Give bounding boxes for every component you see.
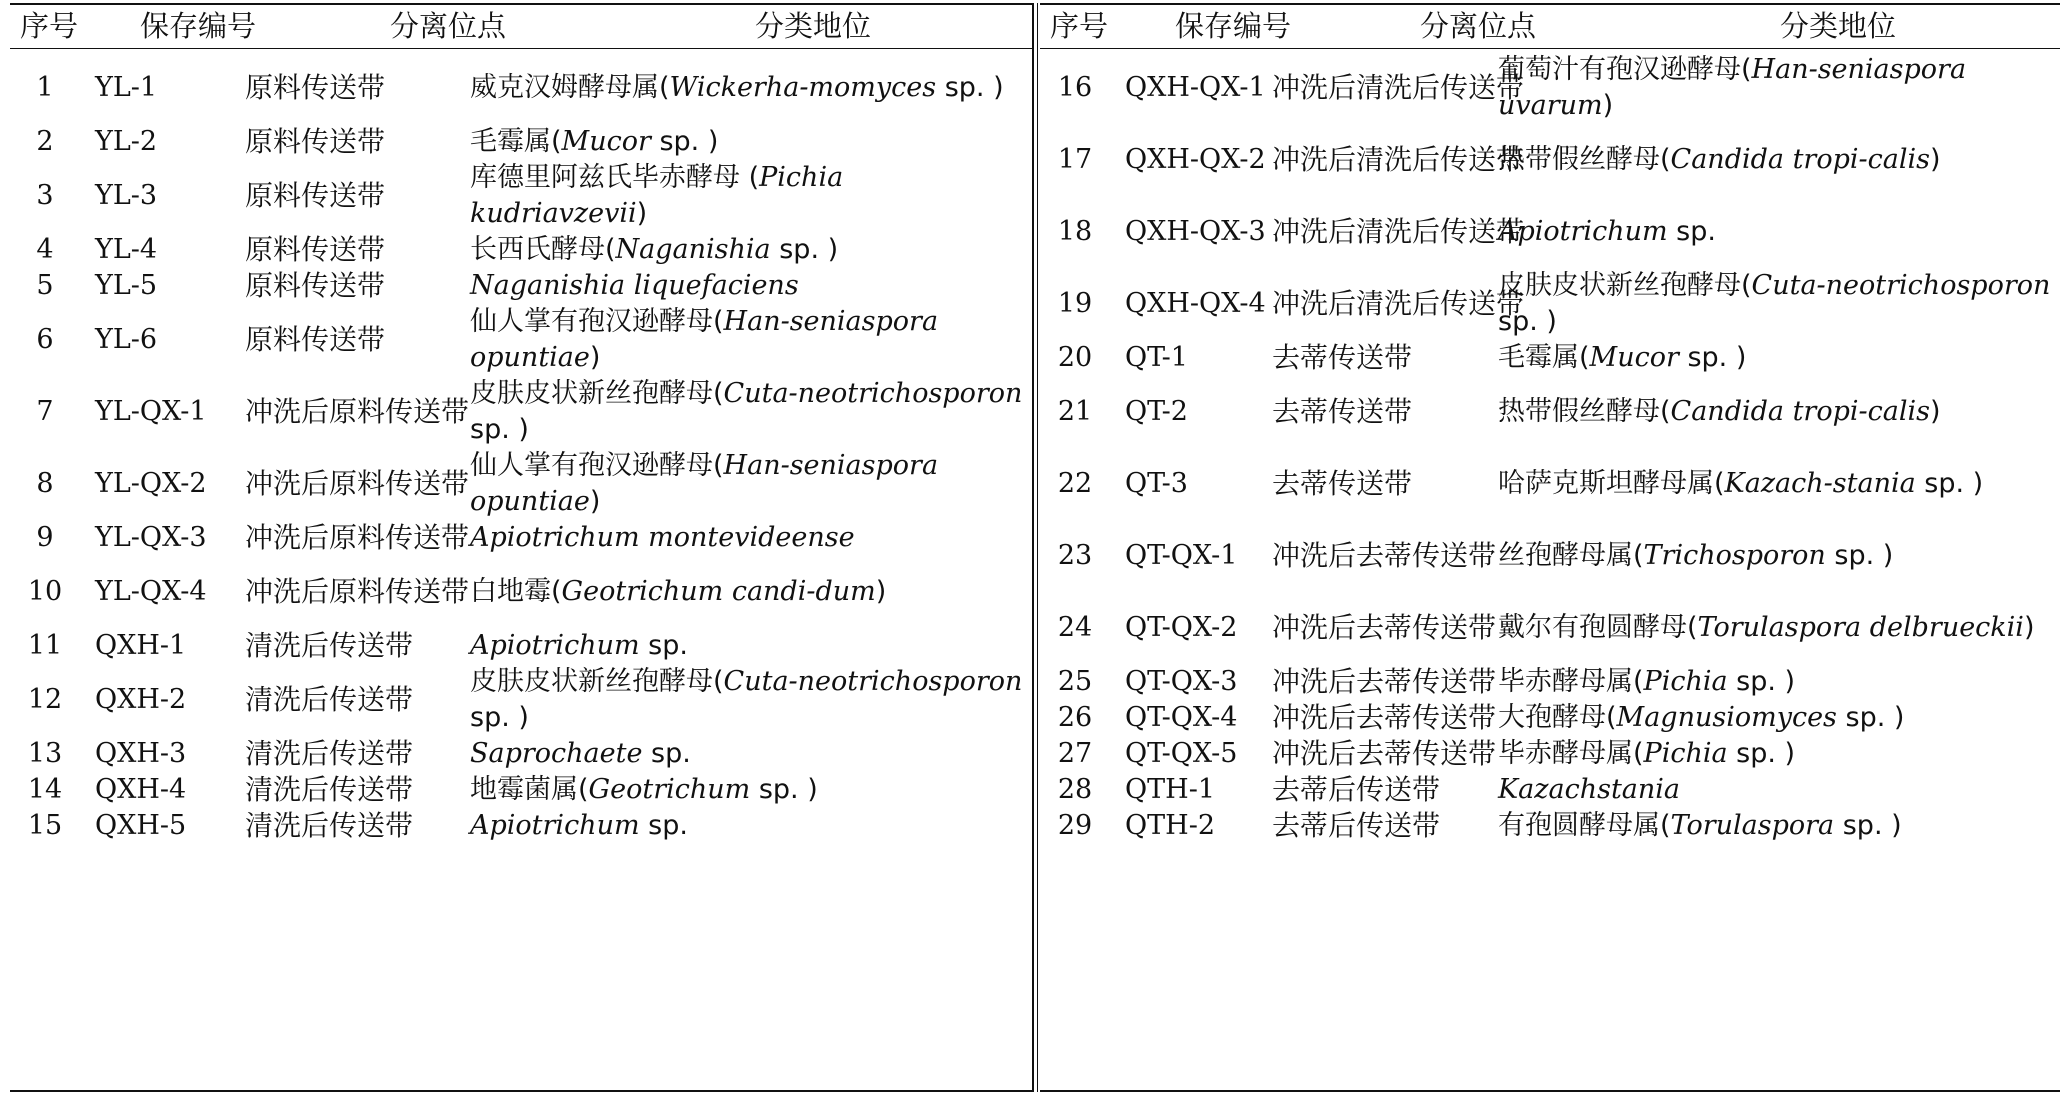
taxon-suffix: ) bbox=[636, 198, 648, 229]
cell-no: 23 bbox=[1057, 540, 1093, 571]
taxon-suffix: sp. ) bbox=[1825, 540, 1894, 571]
cell-site: 原料传送带 bbox=[245, 71, 386, 104]
cell-site: 去蒂传送带 bbox=[1272, 395, 1413, 428]
cell-id: QXH-QX-4 bbox=[1125, 288, 1266, 319]
cell-site: 去蒂传送带 bbox=[1272, 341, 1413, 374]
cell-no: 13 bbox=[27, 738, 63, 769]
cell-id: YL-3 bbox=[95, 180, 158, 211]
taxon-chinese: 毛霉属( bbox=[1498, 342, 1590, 373]
taxon-latin: Apiotrichum bbox=[470, 810, 640, 841]
table-row bbox=[1040, 592, 2060, 664]
cell-id: YL-5 bbox=[95, 270, 158, 301]
taxon-chinese: 白地霉( bbox=[470, 576, 562, 607]
table-row bbox=[10, 736, 1032, 772]
cell-no: 14 bbox=[27, 774, 63, 805]
cell-id: QXH-2 bbox=[95, 684, 187, 715]
cell-no: 6 bbox=[36, 324, 54, 355]
taxon-chinese: 毛霉属( bbox=[470, 126, 562, 157]
cell-site: 冲洗后原料传送带 bbox=[245, 575, 470, 608]
cell-no: 16 bbox=[1057, 72, 1093, 103]
cell-no: 25 bbox=[1057, 666, 1093, 697]
taxon-chinese: 哈萨克斯坦酵母属( bbox=[1498, 468, 1725, 499]
cell-no: 22 bbox=[1057, 468, 1093, 499]
cell-id: YL-QX-1 bbox=[95, 396, 207, 427]
cell-id: QT-QX-5 bbox=[1125, 738, 1238, 769]
taxon-latin: Han-seniaspora opuntiae bbox=[470, 450, 939, 517]
cell-no: 29 bbox=[1057, 810, 1093, 841]
taxon-latin: Magnusiomyces bbox=[1616, 702, 1837, 733]
cell-id: QXH-QX-3 bbox=[1125, 216, 1266, 247]
taxon-latin: Torulaspora bbox=[1670, 810, 1835, 841]
cell-taxon bbox=[470, 160, 1025, 232]
table-row bbox=[10, 160, 1032, 232]
cell-no: 8 bbox=[36, 468, 54, 499]
cell-site: 去蒂后传送带 bbox=[1272, 809, 1441, 842]
cell-site: 冲洗后去蒂传送带 bbox=[1272, 701, 1497, 734]
table-row bbox=[10, 808, 1032, 844]
taxon-chinese: 库德里阿兹氏毕赤酵母 ( bbox=[470, 162, 760, 193]
taxon-chinese: 地霉菌属( bbox=[470, 774, 589, 805]
taxon-latin: Han-seniaspora opuntiae bbox=[470, 306, 939, 373]
cell-no: 2 bbox=[36, 126, 54, 157]
taxon-suffix: ) bbox=[2023, 612, 2035, 643]
cell-taxon bbox=[470, 574, 1025, 610]
cell-site: 冲洗后原料传送带 bbox=[245, 467, 470, 500]
taxon-suffix: sp. ) bbox=[1915, 468, 1984, 499]
table-row bbox=[10, 124, 1032, 160]
cell-taxon bbox=[1498, 538, 2053, 574]
table-body bbox=[1040, 52, 2060, 844]
table-right-half bbox=[1040, 0, 2060, 1094]
taxon-latin: Pichia bbox=[1643, 738, 1728, 769]
taxon-suffix: ) bbox=[1602, 90, 1614, 121]
table-row bbox=[1040, 196, 2060, 268]
table-row bbox=[1040, 376, 2060, 448]
cell-id: YL-QX-2 bbox=[95, 468, 207, 499]
cell-no: 26 bbox=[1057, 702, 1093, 733]
cell-id: QXH-QX-2 bbox=[1125, 144, 1266, 175]
taxon-chinese: 毕赤酵母属( bbox=[1498, 666, 1644, 697]
taxon-suffix: sp. bbox=[1667, 216, 1716, 247]
taxon-chinese: 皮肤皮状新丝孢酵母( bbox=[1498, 270, 1752, 301]
cell-taxon bbox=[470, 70, 1025, 106]
taxon-chinese: 毕赤酵母属( bbox=[1498, 738, 1644, 769]
table-left-half bbox=[10, 0, 1032, 1094]
taxon-latin: Naganishia liquefaciens bbox=[470, 270, 799, 301]
taxon-suffix: ) bbox=[1929, 144, 1941, 175]
cell-site: 原料传送带 bbox=[245, 125, 386, 158]
header-no: 序号 bbox=[1050, 9, 1109, 43]
taxon-suffix: sp. ) bbox=[470, 414, 529, 445]
cell-id: YL-QX-3 bbox=[95, 522, 207, 553]
taxon-chinese: 仙人掌有孢汉逊酵母( bbox=[470, 450, 724, 481]
table-row bbox=[1040, 664, 2060, 700]
cell-id: QT-3 bbox=[1125, 468, 1188, 499]
cell-site: 冲洗后原料传送带 bbox=[245, 395, 470, 428]
cell-site: 冲洗后清洗后传送带 bbox=[1272, 215, 1525, 248]
taxon-chinese: 大孢酵母( bbox=[1498, 702, 1617, 733]
cell-site: 冲洗后去蒂传送带 bbox=[1272, 539, 1497, 572]
cell-site: 原料传送带 bbox=[245, 179, 386, 212]
header-rule bbox=[10, 48, 1032, 49]
cell-no: 27 bbox=[1057, 738, 1093, 769]
cell-taxon bbox=[1498, 214, 2053, 250]
taxon-suffix: sp. bbox=[639, 810, 688, 841]
cell-taxon bbox=[1498, 394, 2053, 430]
taxon-latin: Naganishia bbox=[615, 234, 771, 265]
cell-id: YL-4 bbox=[95, 234, 158, 265]
taxon-suffix: sp. ) bbox=[1678, 342, 1747, 373]
taxon-latin: Cuta-neotrichosporon bbox=[723, 666, 1023, 697]
header-taxon: 分类地位 bbox=[1780, 9, 1897, 43]
cell-taxon bbox=[1498, 772, 2053, 808]
table-row bbox=[1040, 520, 2060, 592]
taxon-chinese: 长西氏酵母( bbox=[470, 234, 616, 265]
cell-id: QT-QX-2 bbox=[1125, 612, 1238, 643]
cell-no: 17 bbox=[1057, 144, 1093, 175]
cell-taxon bbox=[1498, 52, 2053, 124]
cell-id: QTH-1 bbox=[1125, 774, 1215, 805]
cell-site: 清洗后传送带 bbox=[245, 809, 414, 842]
taxon-suffix: sp. ) bbox=[1834, 810, 1902, 841]
cell-no: 28 bbox=[1057, 774, 1093, 805]
taxon-suffix: sp. ) bbox=[770, 234, 839, 265]
cell-taxon bbox=[1498, 664, 2053, 700]
header-taxon: 分类地位 bbox=[755, 9, 872, 43]
cell-site: 冲洗后原料传送带 bbox=[245, 521, 470, 554]
taxon-suffix: ) bbox=[589, 486, 601, 517]
taxon-latin: Geotrichum bbox=[588, 774, 751, 805]
cell-no: 18 bbox=[1057, 216, 1093, 247]
taxon-suffix: sp. bbox=[642, 738, 691, 769]
taxon-latin: Mucor bbox=[1589, 342, 1679, 373]
cell-no: 15 bbox=[27, 810, 63, 841]
cell-site: 冲洗后去蒂传送带 bbox=[1272, 737, 1497, 770]
taxon-latin: Pichia bbox=[1643, 666, 1728, 697]
cell-taxon bbox=[470, 736, 1025, 772]
table-row bbox=[1040, 448, 2060, 520]
taxon-chinese: 仙人掌有孢汉逊酵母( bbox=[470, 306, 724, 337]
header-site: 分离位点 bbox=[390, 9, 507, 43]
taxon-chinese: 有孢圆酵母属( bbox=[1498, 810, 1671, 841]
table-row bbox=[1040, 124, 2060, 196]
cell-taxon bbox=[470, 772, 1025, 808]
cell-no: 9 bbox=[36, 522, 54, 553]
table-row bbox=[1040, 772, 2060, 808]
cell-taxon bbox=[1498, 268, 2053, 340]
header-site: 分离位点 bbox=[1420, 9, 1537, 43]
taxon-chinese: 皮肤皮状新丝孢酵母( bbox=[470, 378, 724, 409]
cell-taxon bbox=[1498, 808, 2053, 844]
cell-no: 21 bbox=[1057, 396, 1093, 427]
cell-taxon bbox=[1498, 340, 2053, 376]
taxon-latin: Trichosporon bbox=[1643, 540, 1826, 571]
taxon-latin: Candida tropi-calis bbox=[1670, 396, 1930, 427]
taxon-chinese: 热带假丝酵母( bbox=[1498, 396, 1671, 427]
taxon-chinese: 皮肤皮状新丝孢酵母( bbox=[470, 666, 724, 697]
cell-id: QXH-4 bbox=[95, 774, 187, 805]
table-row bbox=[10, 52, 1032, 124]
cell-id: QT-QX-3 bbox=[1125, 666, 1238, 697]
header-id: 保存编号 bbox=[1175, 9, 1292, 43]
taxon-latin: Mucor bbox=[561, 126, 651, 157]
taxon-latin: Pichia kudriavzevii bbox=[470, 162, 844, 229]
cell-taxon bbox=[1498, 700, 2053, 736]
table-row bbox=[10, 376, 1032, 448]
cell-site: 清洗后传送带 bbox=[245, 683, 414, 716]
cell-taxon bbox=[470, 124, 1025, 160]
table-row bbox=[1040, 52, 2060, 124]
cell-no: 24 bbox=[1057, 612, 1093, 643]
table-row bbox=[10, 268, 1032, 304]
cell-site: 冲洗后清洗后传送带 bbox=[1272, 71, 1525, 104]
taxon-latin: Han-seniaspora uvarum bbox=[1498, 54, 1967, 121]
cell-site: 清洗后传送带 bbox=[245, 773, 414, 806]
cell-taxon bbox=[1498, 736, 2053, 772]
table-header bbox=[1040, 4, 2060, 48]
cell-site: 冲洗后去蒂传送带 bbox=[1272, 665, 1497, 698]
cell-taxon bbox=[470, 520, 1025, 556]
table-header bbox=[10, 4, 1032, 48]
taxon-latin: Torulaspora delbrueckii bbox=[1697, 612, 2024, 643]
table-row bbox=[1040, 736, 2060, 772]
cell-taxon bbox=[1498, 610, 2053, 646]
cell-id: QT-QX-4 bbox=[1125, 702, 1238, 733]
table-row bbox=[10, 664, 1032, 736]
taxon-latin: Saprochaete bbox=[470, 738, 643, 769]
cell-taxon bbox=[1498, 142, 2053, 178]
cell-taxon bbox=[470, 664, 1025, 736]
cell-id: QXH-1 bbox=[95, 630, 187, 661]
cell-taxon bbox=[470, 376, 1025, 448]
cell-taxon bbox=[470, 808, 1025, 844]
cell-taxon bbox=[470, 268, 1025, 304]
header-rule bbox=[1040, 48, 2060, 49]
cell-no: 1 bbox=[36, 72, 54, 103]
taxon-chinese: 丝孢酵母属( bbox=[1498, 540, 1644, 571]
cell-site: 清洗后传送带 bbox=[245, 629, 414, 662]
taxon-chinese: 葡萄汁有孢汉逊酵母( bbox=[1498, 54, 1752, 85]
cell-id: YL-6 bbox=[95, 324, 158, 355]
taxon-latin: Wickerha-momyces bbox=[669, 72, 937, 103]
cell-site: 原料传送带 bbox=[245, 269, 386, 302]
cell-no: 3 bbox=[36, 180, 54, 211]
cell-id: QT-1 bbox=[1125, 342, 1188, 373]
taxon-suffix: sp. ) bbox=[936, 72, 1004, 103]
table-row bbox=[1040, 700, 2060, 736]
bottom-rule bbox=[1040, 1090, 2060, 1092]
taxon-chinese: 威克汉姆酵母属( bbox=[470, 72, 670, 103]
taxon-suffix: sp. ) bbox=[1836, 702, 1905, 733]
table-body bbox=[10, 52, 1032, 844]
taxon-suffix: ) bbox=[589, 342, 601, 373]
taxon-chinese: 戴尔有孢圆酵母( bbox=[1498, 612, 1698, 643]
taxon-latin: Kazachstania bbox=[1498, 774, 1681, 805]
taxon-suffix: ) bbox=[875, 576, 887, 607]
cell-id: QXH-QX-1 bbox=[1125, 72, 1266, 103]
cell-taxon bbox=[470, 448, 1025, 520]
taxon-latin: Apiotrichum bbox=[470, 630, 640, 661]
taxon-suffix: sp. ) bbox=[1727, 738, 1796, 769]
cell-site: 原料传送带 bbox=[245, 323, 386, 356]
cell-site: 去蒂后传送带 bbox=[1272, 773, 1441, 806]
column-divider bbox=[1032, 3, 1034, 1092]
taxon-latin: Kazach-stania bbox=[1724, 468, 1916, 499]
cell-id: QXH-5 bbox=[95, 810, 187, 841]
cell-no: 11 bbox=[27, 630, 63, 661]
table-row bbox=[10, 304, 1032, 376]
table-row bbox=[1040, 340, 2060, 376]
taxon-latin: Apiotrichum bbox=[1498, 216, 1668, 247]
table-row bbox=[10, 628, 1032, 664]
cell-no: 4 bbox=[36, 234, 54, 265]
cell-id: QTH-2 bbox=[1125, 810, 1215, 841]
taxon-suffix: sp. ) bbox=[650, 126, 719, 157]
cell-id: YL-1 bbox=[95, 72, 158, 103]
cell-taxon bbox=[470, 628, 1025, 664]
table-row bbox=[10, 448, 1032, 520]
taxon-chinese: 热带假丝酵母( bbox=[1498, 144, 1671, 175]
cell-no: 19 bbox=[1057, 288, 1093, 319]
cell-id: QT-QX-1 bbox=[1125, 540, 1238, 571]
table-row bbox=[10, 520, 1032, 556]
taxon-latin: Candida tropi-calis bbox=[1670, 144, 1930, 175]
column-divider-inner bbox=[1037, 3, 1038, 1092]
cell-id: QXH-3 bbox=[95, 738, 187, 769]
cell-no: 12 bbox=[27, 684, 63, 715]
cell-site: 冲洗后清洗后传送带 bbox=[1272, 143, 1525, 176]
taxon-suffix: sp. ) bbox=[470, 702, 529, 733]
taxon-latin: Cuta-neotrichosporon bbox=[723, 378, 1023, 409]
taxon-suffix: sp. ) bbox=[750, 774, 818, 805]
taxon-latin: Geotrichum candi-dum bbox=[561, 576, 876, 607]
taxon-suffix: sp. ) bbox=[1498, 306, 1557, 337]
cell-taxon bbox=[470, 304, 1025, 376]
table-row bbox=[1040, 268, 2060, 340]
cell-id: YL-2 bbox=[95, 126, 158, 157]
table-row bbox=[10, 556, 1032, 628]
header-id: 保存编号 bbox=[140, 9, 257, 43]
taxon-suffix: ) bbox=[1929, 396, 1941, 427]
header-no: 序号 bbox=[20, 9, 79, 43]
table-row bbox=[10, 232, 1032, 268]
cell-id: YL-QX-4 bbox=[95, 576, 207, 607]
taxon-suffix: sp. ) bbox=[1727, 666, 1796, 697]
taxon-latin: Apiotrichum montevideense bbox=[470, 522, 855, 553]
cell-no: 7 bbox=[36, 396, 54, 427]
cell-id: QT-2 bbox=[1125, 396, 1188, 427]
cell-site: 去蒂传送带 bbox=[1272, 467, 1413, 500]
taxon-suffix: sp. bbox=[639, 630, 688, 661]
table-row bbox=[1040, 808, 2060, 844]
cell-site: 冲洗后去蒂传送带 bbox=[1272, 611, 1497, 644]
cell-no: 10 bbox=[27, 576, 63, 607]
cell-taxon bbox=[470, 232, 1025, 268]
cell-no: 5 bbox=[36, 270, 54, 301]
cell-no: 20 bbox=[1057, 342, 1093, 373]
cell-site: 清洗后传送带 bbox=[245, 737, 414, 770]
cell-site: 原料传送带 bbox=[245, 233, 386, 266]
cell-taxon bbox=[1498, 466, 2053, 502]
taxon-latin: Cuta-neotrichosporon bbox=[1751, 270, 2051, 301]
table-row bbox=[10, 772, 1032, 808]
cell-site: 冲洗后清洗后传送带 bbox=[1272, 287, 1525, 320]
bottom-rule bbox=[10, 1090, 1032, 1092]
